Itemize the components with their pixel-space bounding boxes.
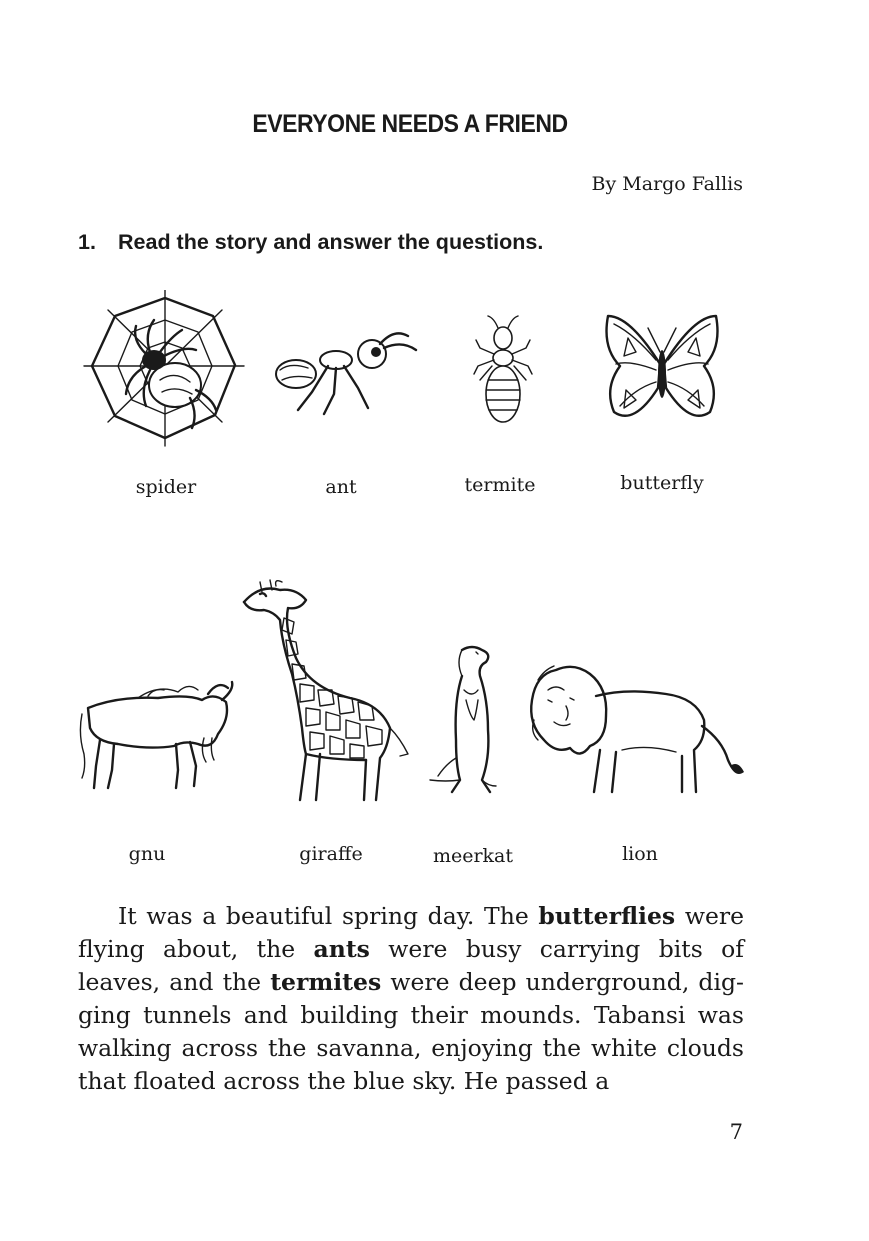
label-spider: spider xyxy=(135,476,197,498)
label-ant: ant xyxy=(325,476,357,498)
task-number: 1. xyxy=(78,230,96,254)
label-gnu: gnu xyxy=(128,843,166,865)
page-title: EVERYONE NEEDS A FRIEND xyxy=(252,110,568,138)
termite-illustration xyxy=(468,314,538,426)
spider-icon xyxy=(80,290,250,450)
keyword-ants: ants xyxy=(313,935,370,963)
task-instruction xyxy=(78,230,543,255)
label-lion: lion xyxy=(622,843,658,865)
lion-illustration xyxy=(526,660,746,800)
page-number: 7 xyxy=(729,1120,743,1144)
label-meerkat: meerkat xyxy=(432,845,514,867)
meerkat-illustration xyxy=(426,640,516,800)
gnu-illustration xyxy=(78,678,238,793)
label-giraffe: giraffe xyxy=(299,843,363,865)
story-text xyxy=(78,900,744,1098)
keyword-butterflies: butterflies xyxy=(538,902,676,930)
termite-icon xyxy=(468,314,538,426)
butterfly-illustration xyxy=(600,308,725,433)
label-butterfly: butterfly xyxy=(620,472,704,494)
spider-illustration xyxy=(80,290,250,450)
ant-icon xyxy=(268,322,423,422)
butterfly-icon xyxy=(600,308,725,433)
keyword-termites: termites xyxy=(270,968,382,996)
meerkat-icon xyxy=(426,640,516,800)
author-byline: By Margo Fallis xyxy=(591,173,743,195)
task-text: Read the story and answer the questions. xyxy=(118,230,544,254)
giraffe-icon xyxy=(240,578,410,803)
ant-illustration xyxy=(268,322,423,422)
giraffe-illustration xyxy=(240,578,410,803)
gnu-icon xyxy=(78,678,238,793)
lion-icon xyxy=(526,660,746,800)
label-termite: termite xyxy=(464,474,536,496)
story-paragraph: It was a beautiful spring day. The butterflies were flying about, the ants were busy carrying bits of leaves, and the termites were deep underground, digging tunnels and building their mounds. Tabansi was walking across the savanna, enjoying the white clouds that floated across the blue sky. He passed a xyxy=(78,902,744,1095)
